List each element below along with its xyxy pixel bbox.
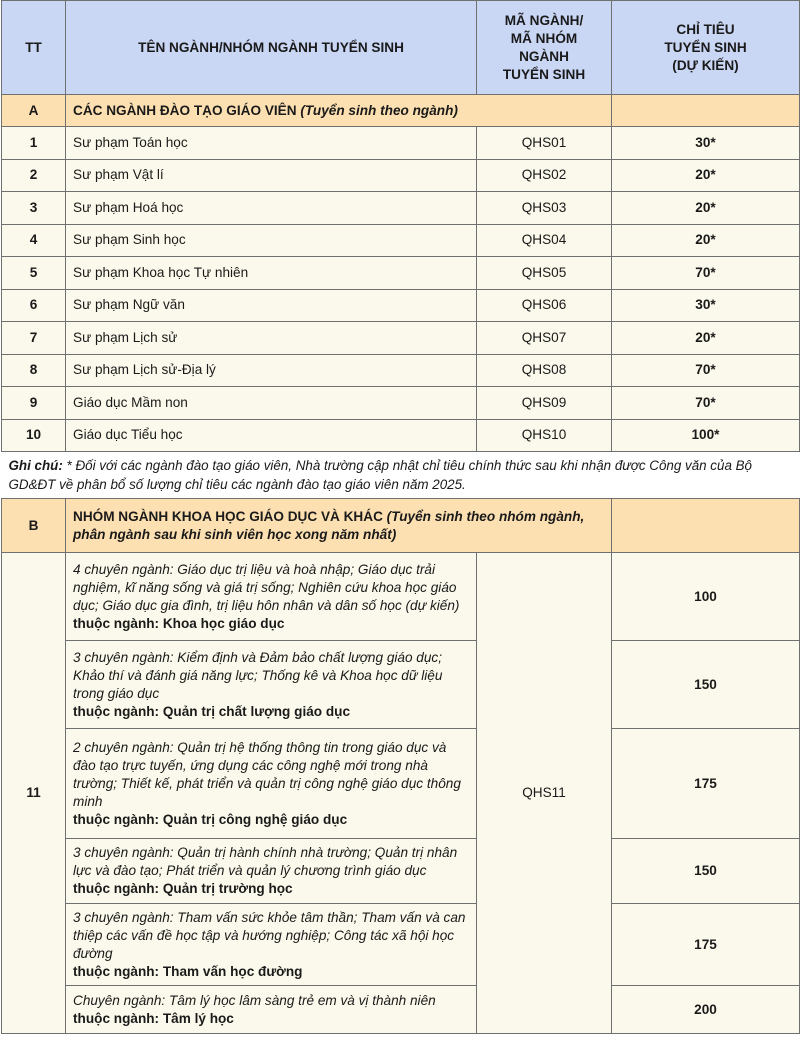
row-name: Sư phạm Lịch sử-Địa lý <box>66 354 477 387</box>
belongs-to-major: thuộc ngành: Quản trị trường học <box>73 881 293 896</box>
header-name: TÊN NGÀNH/NHÓM NGÀNH TUYỂN SINH <box>66 1 477 95</box>
row-quota: 20* <box>612 322 800 355</box>
row-code: QHS07 <box>477 322 612 355</box>
row-code: QHS09 <box>477 387 612 420</box>
section-a-quota <box>612 95 800 127</box>
section-b-row <box>2 499 800 553</box>
row-quota: 20* <box>612 224 800 257</box>
section-a-title-text: CÁC NGÀNH ĐÀO TẠO GIÁO VIÊN <box>73 102 297 118</box>
row-name: Sư phạm Sinh học <box>66 224 477 257</box>
row-code: QHS05 <box>477 257 612 290</box>
row-tt: 3 <box>2 192 66 225</box>
table-row <box>2 127 800 160</box>
table-row <box>2 839 800 904</box>
table-row <box>2 192 800 225</box>
row-name: Giáo dục Tiểu học <box>66 419 477 452</box>
row-name: Sư phạm Khoa học Tự nhiên <box>66 257 477 290</box>
note-text: * Đối với các ngành đào tạo giáo viên, Nhà trường cập nhật chỉ tiêu chính thức sau khi nhận được Công văn của Bộ GD&ĐT về phân bổ số lượng chỉ tiêu các ngành đào tạo giáo viên năm 2025. <box>8 458 752 492</box>
row-quota: 150 <box>612 641 800 729</box>
header-quota: CHỈ TIÊU TUYỂN SINH (DỰ KIẾN) <box>612 1 800 95</box>
row-name: Sư phạm Toán học <box>66 127 477 160</box>
table-row <box>2 553 800 641</box>
row-quota: 150 <box>612 839 800 904</box>
section-a-rows <box>2 127 800 452</box>
row-code: QHS04 <box>477 224 612 257</box>
row-name: Sư phạm Hoá học <box>66 192 477 225</box>
header-tt: TT <box>2 1 66 95</box>
admissions-table <box>1 0 800 1034</box>
table-row <box>2 387 800 420</box>
table-row <box>2 986 800 1034</box>
row-tt: 4 <box>2 224 66 257</box>
section-a-title <box>66 95 612 127</box>
section-a-subtitle: (Tuyển sinh theo ngành) <box>300 102 458 118</box>
row-quota: 100 <box>612 553 800 641</box>
row-code: QHS02 <box>477 159 612 192</box>
section-b-quota <box>612 499 800 553</box>
row-quota: 70* <box>612 354 800 387</box>
note-row <box>2 452 800 499</box>
specialization-text: Chuyên ngành: Tâm lý học lâm sàng trẻ em và vị thành niên <box>73 992 436 1008</box>
belongs-to-major: thuộc ngành: Tâm lý học <box>73 1010 234 1026</box>
note-label: Ghi chú: <box>8 458 63 473</box>
row-name: Sư phạm Vật lí <box>66 159 477 192</box>
row-name: Giáo dục Mầm non <box>66 387 477 420</box>
specialization-cell <box>66 839 477 904</box>
section-b-tt: B <box>2 499 66 553</box>
specialization-cell <box>66 553 477 641</box>
table-row <box>2 224 800 257</box>
note-cell <box>2 452 800 499</box>
section-a-row <box>2 95 800 127</box>
group-tt: 11 <box>2 553 66 1034</box>
specialization-cell <box>66 729 477 839</box>
belongs-to-major: thuộc ngành: Quản trị chất lượng giáo dục <box>73 703 351 719</box>
row-tt: 10 <box>2 419 66 452</box>
specialization-text: 4 chuyên ngành: Giáo dục trị liệu và hoà nhập; Giáo dục trải nghiệm, kĩ năng sống và giá trị sống; Nghiên cứu khoa học giáo dục; Giáo dục gia đình, trị liệu hôn nhân và dân số học (dự kiến) <box>73 561 460 613</box>
table-row <box>2 419 800 452</box>
row-tt: 5 <box>2 257 66 290</box>
section-a-tt: A <box>2 95 66 127</box>
specialization-text: 3 chuyên ngành: Tham vấn sức khỏe tâm thần; Tham vấn và can thiệp các vấn đề học tập và hướng nghiệp; Công tác xã hội học đường <box>73 909 466 961</box>
row-quota: 30* <box>612 127 800 160</box>
specialization-cell <box>66 986 477 1034</box>
table-header-row <box>2 1 800 95</box>
row-quota: 20* <box>612 192 800 225</box>
table-row <box>2 729 800 839</box>
table-row <box>2 322 800 355</box>
row-code: QHS01 <box>477 127 612 160</box>
row-code: QHS08 <box>477 354 612 387</box>
row-quota: 100* <box>612 419 800 452</box>
section-b-rows <box>2 553 800 1034</box>
specialization-text: 2 chuyên ngành: Quản trị hệ thống thông tin trong giáo dục và đào tạo trực tuyến, ứng dụng các công nghệ mới trong nhà trường; Thiết kế, phát triển và quản trị công nghệ giáo dục thông minh <box>73 739 461 809</box>
section-b-title <box>66 499 612 553</box>
specialization-text: 3 chuyên ngành: Kiểm định và Đảm bảo chất lượng giáo dục; Khảo thí và đánh giá năng lực; Thống kê và Khoa học dữ liệu trong giáo dục <box>73 649 443 701</box>
row-code: QHS10 <box>477 419 612 452</box>
row-tt: 2 <box>2 159 66 192</box>
row-tt: 1 <box>2 127 66 160</box>
row-tt: 9 <box>2 387 66 420</box>
row-name: Sư phạm Lịch sử <box>66 322 477 355</box>
row-name: Sư phạm Ngữ văn <box>66 289 477 322</box>
table-row <box>2 354 800 387</box>
row-tt: 6 <box>2 289 66 322</box>
row-quota: 175 <box>612 729 800 839</box>
section-b-title-text: NHÓM NGÀNH KHOA HỌC GIÁO DỤC VÀ KHÁC <box>73 508 383 524</box>
row-quota: 175 <box>612 904 800 986</box>
specialization-cell <box>66 641 477 729</box>
table-row <box>2 159 800 192</box>
row-tt: 7 <box>2 322 66 355</box>
table-row <box>2 904 800 986</box>
header-code: MÃ NGÀNH/ MÃ NHÓM NGÀNH TUYỂN SINH <box>477 1 612 95</box>
table-row <box>2 641 800 729</box>
row-code: QHS03 <box>477 192 612 225</box>
belongs-to-major: thuộc ngành: Quản trị công nghệ giáo dục <box>73 811 348 827</box>
row-tt: 8 <box>2 354 66 387</box>
specialization-text: 3 chuyên ngành: Quản trị hành chính nhà trường; Quản trị nhân lực và đào tạo; Phát triển và quản lý chương trình giáo dục <box>73 845 458 878</box>
table-row <box>2 257 800 290</box>
belongs-to-major: thuộc ngành: Tham vấn học đường <box>73 963 303 979</box>
row-quota: 70* <box>612 257 800 290</box>
row-quota: 30* <box>612 289 800 322</box>
group-code: QHS11 <box>477 553 612 1034</box>
section-b-subtitle: (Tuyển sinh theo nhóm ngành, phân ngành sau khi sinh viên học xong năm nhất) <box>73 508 585 542</box>
row-quota: 200 <box>612 986 800 1034</box>
table-row <box>2 289 800 322</box>
specialization-cell <box>66 904 477 986</box>
row-quota: 20* <box>612 159 800 192</box>
belongs-to-major: thuộc ngành: Khoa học giáo dục <box>73 615 285 631</box>
row-quota: 70* <box>612 387 800 420</box>
row-code: QHS06 <box>477 289 612 322</box>
